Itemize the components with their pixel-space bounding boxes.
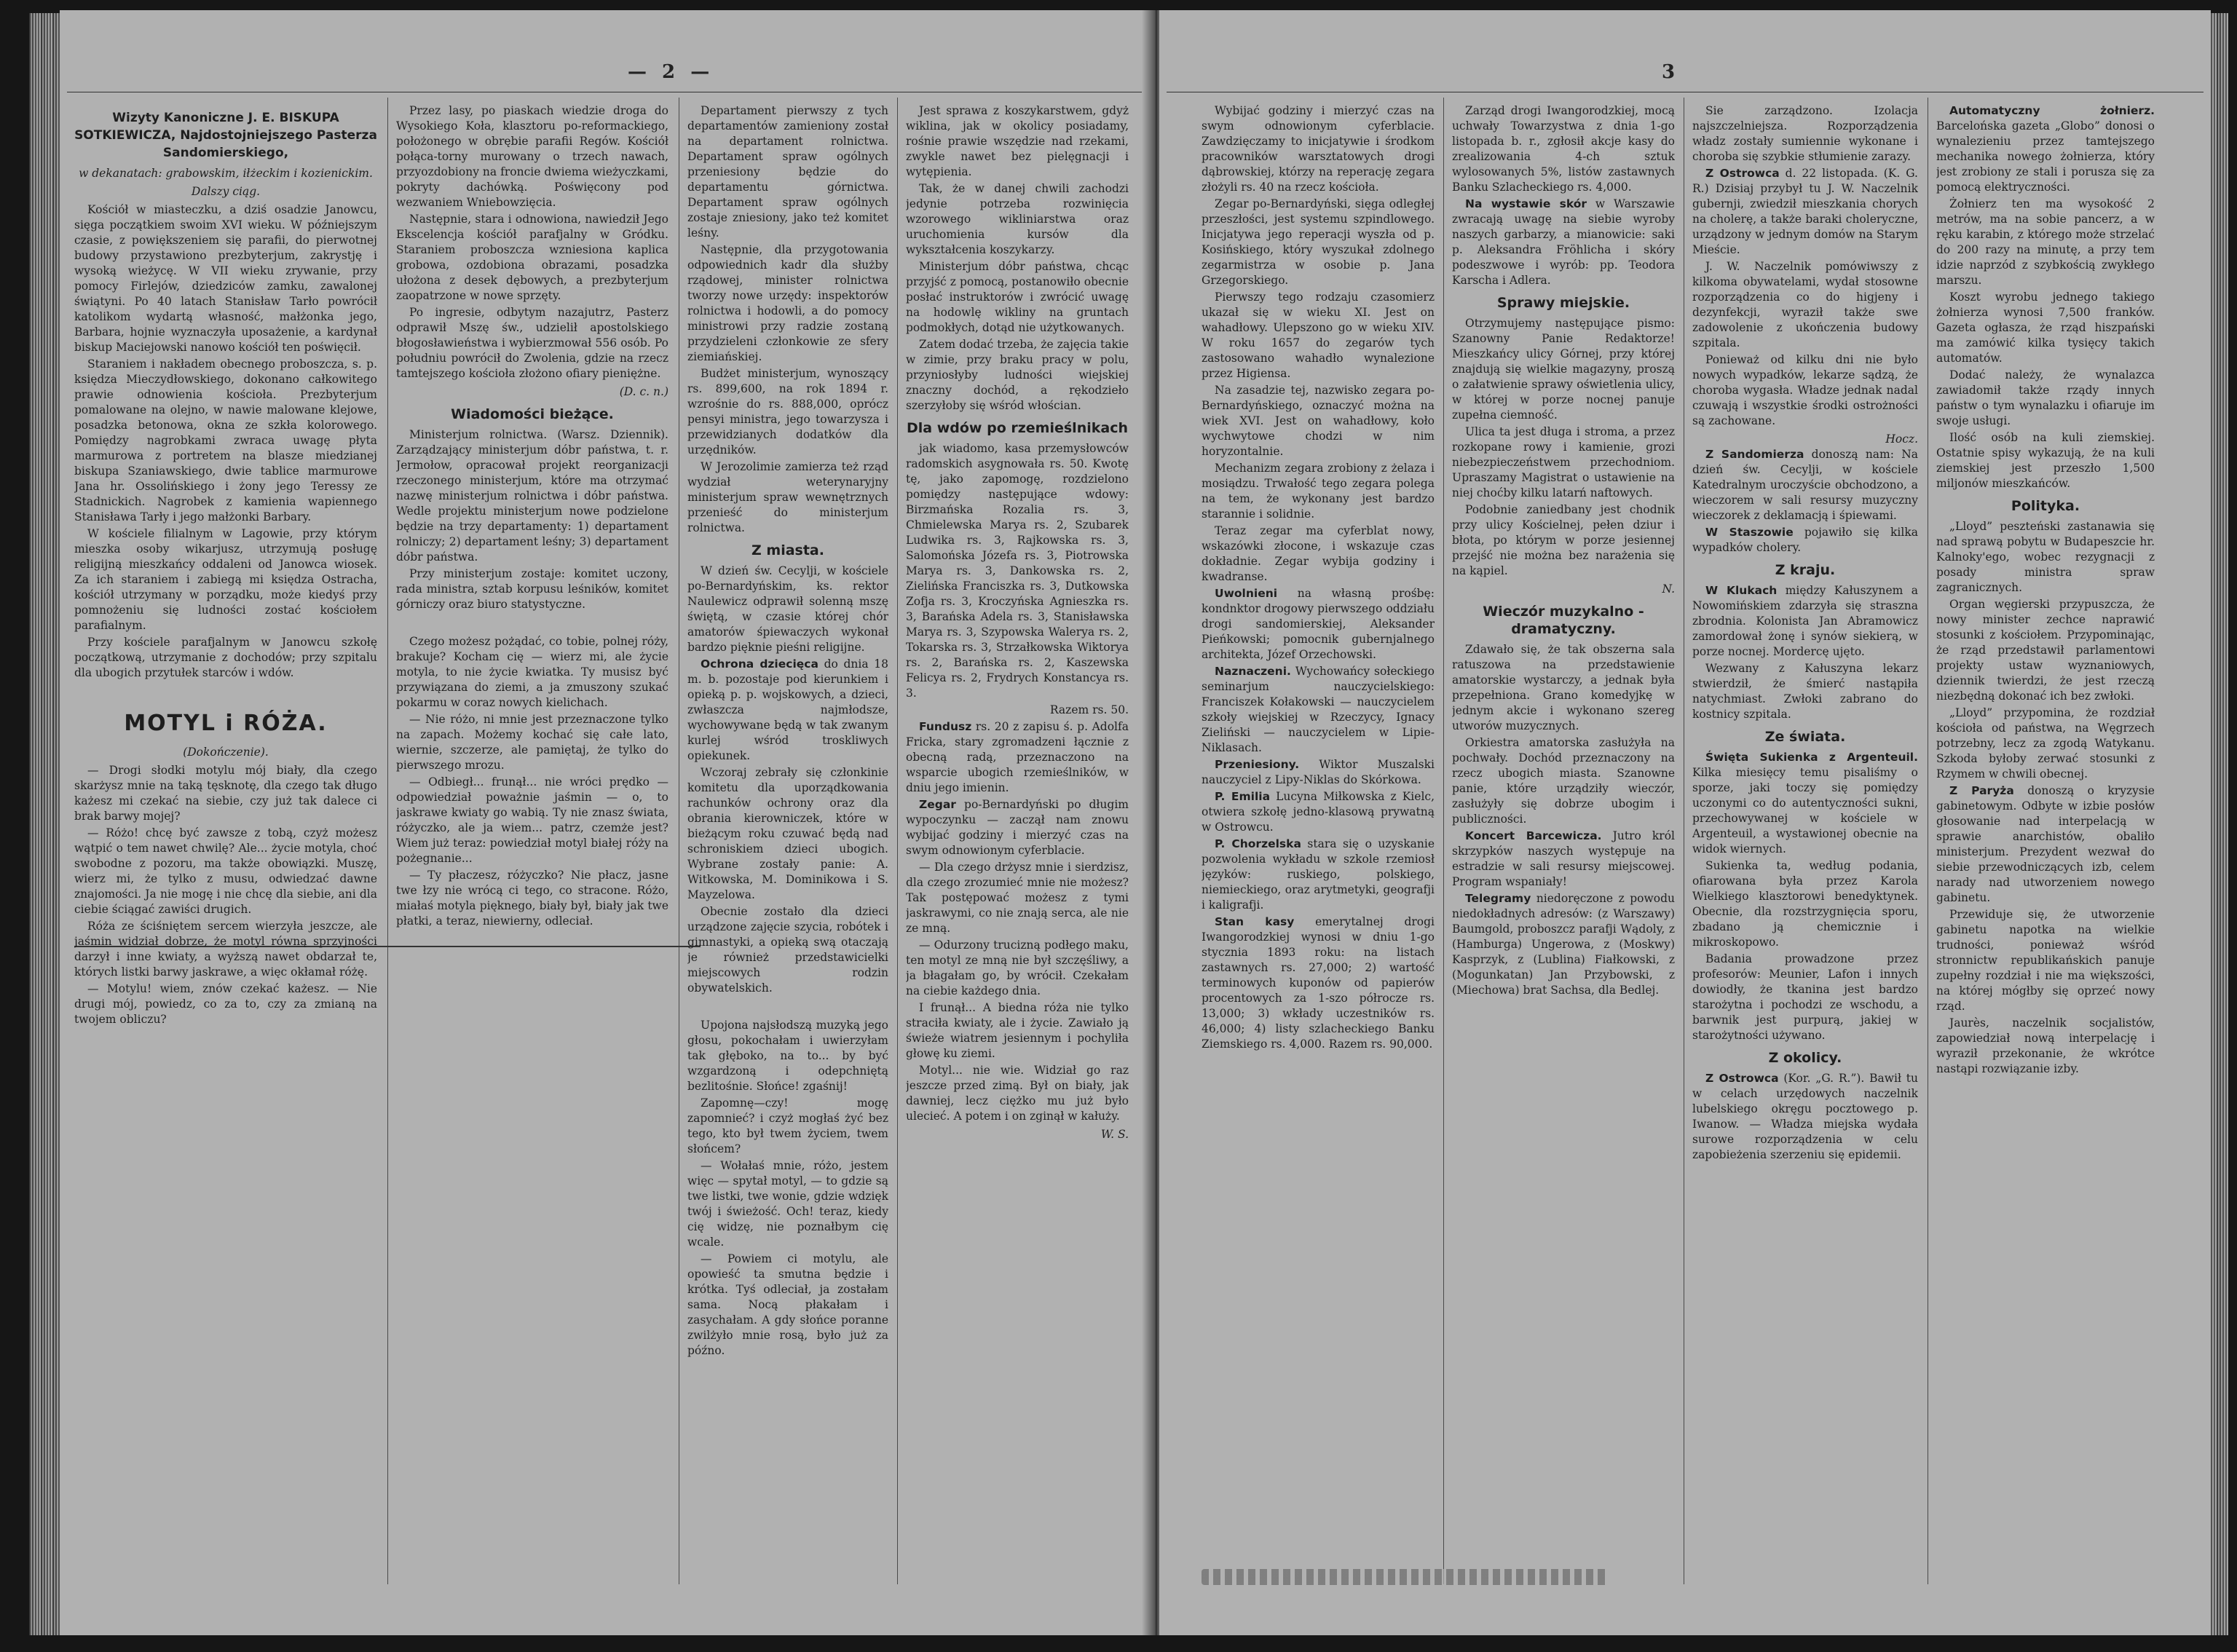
story-title: MOTYL i RÓŻA. xyxy=(124,711,328,736)
paragraph: — Motylu! wiem, znów czekać każesz. — Nie drugi mój, powiedz, co za to, czy za zmianą na twojem obliczu? xyxy=(74,982,377,1026)
run-in-heading: W Staszowie xyxy=(1705,526,1794,539)
paragraph xyxy=(1692,525,1918,556)
page-number: 3 xyxy=(1662,61,1680,83)
run-in-heading: P. Chorzelska xyxy=(1215,837,1301,850)
paragraph: J. W. Naczelnik pomówiwszy z kilkoma obywatelami, wydał stosowne rozporządzenia co do higjeny i dezynfekcji, wyraził także swe zadowolenie z ukończenia budowy szpitala. xyxy=(1692,260,1918,349)
paragraph: W Jerozolimie zamierza też rząd wydział weterynaryjny ministerjum spraw wewnętrznych przenieść do ministerjum rolnictwa. xyxy=(687,460,888,534)
signature: Hocz. xyxy=(1885,432,1918,446)
article-heading: Wizyty Kanoniczne J. E. BISKUPA SOTKIEWICZA, Najdostojniejszego Pasterza Sandomierskiego, xyxy=(74,111,377,160)
paragraph-text: po-Bernardyński po długim wypoczynku — zaczął nam znowu wybijać godziny i mierzyć czas na swym odnowionym cyferblacie. xyxy=(906,798,1129,857)
column-rule xyxy=(387,98,388,1584)
paragraph: Dodać należy, że wynalazca zawiadomił także rządy innych państw o tym wynalazku i ofiaruje im swoje usługi. xyxy=(1936,368,2155,427)
paragraph: — Powiem ci motylu, ale opowieść ta smutna będzie i krótka. Tyś odleciał, ja zostałam sama. Nocą płakałam i zasychałam. A gdy słońce poranne zwilżyło mnie rosą, było już za późno. xyxy=(687,1252,888,1357)
paragraph: Otrzymujemy następujące pismo: Szanowny Panie Redaktorze! Mieszkańcy ulicy Górnej, przy której znajdują się wielkie magazyny, proszą o załatwienie sprawy oświetlenia ulicy, w której w porze nocnej panuje zupełna ciemność. xyxy=(1452,317,1675,422)
paragraph: Przy kościele parafjalnym w Janowcu szkołę początkową, utrzymanie z dochodów; przy szpitalu dla ubogich przytułek starców i wdów. xyxy=(74,636,377,679)
run-in-heading: Uwolnieni xyxy=(1215,587,1278,600)
run-in-heading: Na wystawie skór xyxy=(1465,197,1587,210)
paragraph: „Lloyd” przypomina, że rozdział kościoła od państwa, na Węgrzech potrzebny, lecz za zgodą Watykanu. Szkoda byłoby zerwać stosunki z Rzymem w chwili obecnej. xyxy=(1936,706,2155,780)
paragraph: Wezwany z Kałuszyna lekarz stwierdził, że śmierć nastąpiła natychmiast. Zwłoki zabrano do kostnicy szpitala. xyxy=(1692,662,1918,721)
paragraph: Obecnie zostało dla dzieci urządzone zajęcie szycia, robótek i gimnastyki, a opieką swą otaczają je również przedstawicielki miejscowych rodzin obywatelskich. xyxy=(687,905,888,995)
paragraph: Ministerjum dóbr państwa, chcąc przyjść z pomocą, postanowiło obecnie posłać instruktorów i zwrócić uwagę na hodowlę wikliny na gruntach podmokłych, dotąd nie użytkowanych. xyxy=(906,260,1129,334)
left-page xyxy=(60,10,1152,1635)
paragraph: W dzień św. Cecylji, w kościele po-Bernardyńskim, ks. rektor Naulewicz odprawił solenną mszę świętą, w czasie której chór amatorów śpiewaczych wykonał bardzo pięknie pieśni religijne. xyxy=(687,564,888,654)
paragraph: — Dla czego drżysz mnie i sierdzisz, dla czego zrozumieć mnie nie możesz? Tak postępować możesz z tymi jaskrawymi, co nie znają serca, ale nie ze mną. xyxy=(906,861,1129,935)
paragraph: Mechanizm zegara zrobiony z żelaza i mosiądzu. Trwałość tego zegara polega na tem, że wykonany jest bardzo starannie i solidnie. xyxy=(1202,462,1435,521)
continued-note: Dalszy ciąg. xyxy=(191,185,261,198)
paragraph: W kościele filialnym w Lagowie, przy którym mieszka osoby wikarjusz, utrzymują posługę religijną mieszkańcy oddaleni od Janowca wiosek. Za ich staraniem i zabiegą mi księdza Ostracha, kościół utrzymany w porządku, może kiedyś przy pomnożeniu się ludności zostać kościołem parafialnym. xyxy=(74,527,377,632)
article-column xyxy=(1936,103,2155,1592)
paragraph-text: donoszą nam: Na dzień św. Cecylji, w kościele Katedralnym uroczyście obchodzono, a wieczorem w sali resursy muzyczny wieczorek z deklamacją i śpiewami. xyxy=(1692,448,1918,522)
paragraph: Zarząd drogi Iwangorodzkiej, mocą uchwały Towarzystwa z dnia 1-go listopada b. r., zgłosił akcje kasy do zrealizowania 4-ch sztuk wylosowanych 5%, listów zastawnych Banku Szlacheckiego rs. 4,000. xyxy=(1452,104,1675,194)
paragraph: — Różo! chcę być zawsze z tobą, czyż możesz wątpić o tem nawet chwilę? Ale... życie motyla, choć swobodne z pozoru, ma także obowiązki. Muszę, wierz mi, że tylko z musu, odwiedzać dawne znajomości. Ja nie mogę i nie chcę dla siebie, ani dla ciebie ściągać zawiści drugich. xyxy=(74,826,377,916)
paragraph: „Lloyd” peszteński zastanawia się nad sprawą pobytu w Budapeszcie hr. Kalnoky'ego, wobec rezygnacji z posady ministra spraw zagranicznych. xyxy=(1936,520,2155,594)
section-heading: Wieczór muzykalno - dramatyczny. xyxy=(1483,604,1644,637)
paragraph: Organ węgierski przypuszcza, że nowy minister zechce naprawić stosunki z kościołem. Przypominając, że rząd przedstawił parlamentowi projekty ustaw wyznaniowych, dziennik twierdzi, że jest rzeczą niezbędną dokonać ich bez zwłoki. xyxy=(1936,598,2155,703)
section-heading: Dla wdów po rzemieślnikach xyxy=(907,420,1128,436)
paragraph-text: emerytalnej drogi Iwangorodzkiej wynosi w dniu 1-go stycznia 1893 roku: na listach zastawnych rs. 27,000; 2) wartość terminowych kuponów od papierów procentowych za 1-szo półrocze rs. 13,000; 3) wkłady uczestników rs. 46,000; 4) listy szlacheckiego Banku Ziemskiego rs. 4,000. Razem rs. 90,000. xyxy=(1202,915,1435,1051)
run-in-heading: Fundusz xyxy=(919,720,972,733)
paragraph-text: Barcelońska gazeta „Globo” donosi o wynalezieniu przez tamtejszego mechanika nowego żołnierza, który jest zrobiony ze stali i porusza się za pomocą elektryczności. xyxy=(1936,119,2155,194)
paragraph: Ulica ta jest długa i stroma, a przez rozkopane rowy i kamienie, grozi niebezpieczeństwem przechodniom. Upraszamy Magistrat o ustawienie na niej choćby kilku latarń naftowych. xyxy=(1452,425,1675,499)
run-in-heading: Z Ostrowca xyxy=(1705,167,1780,180)
paragraph xyxy=(1202,789,1435,835)
paragraph xyxy=(687,657,888,764)
paragraph xyxy=(1692,447,1918,523)
paragraph: Róża ze ściśniętem sercem wierzyła jeszcze, ale jaśmin widział dobrze, że motyl równą sprzyjności darzył i inne kwiaty, a wyższą nawet obdarzał te, których listki barwy jaskrawe, a więc okłamał różę. xyxy=(74,920,377,979)
story-subtitle: (Dokończenie). xyxy=(183,746,269,759)
run-in-heading: W Klukach xyxy=(1705,584,1778,597)
paragraph: Zegar po-Bernardyński, sięga odległej przeszłości, jest systemu szpindlowego. Inicjatywa jego reperacji wyszła od p. Kosińskiego, który wyszukał zdolnego zegarmistrza w osobie p. Jana Grzegorskiego. xyxy=(1202,197,1435,287)
column-rule xyxy=(1443,98,1444,1584)
paragraph: Przewiduje się, że utworzenie gabinetu napotka na wielkie trudności, ponieważ wśród stronnictw republikańskich panuje zupełny rozdział i nie ma większości, na której mógłby się oprzeć nowy rząd. xyxy=(1936,908,2155,1013)
paragraph: Zapomnę—czy! mogę zapomnieć? i czyż mogłaś żyć bez tego, kto był twem życiem, twem słońcem? xyxy=(687,1096,888,1155)
paragraph-text: na własną prośbę: kondnktor drogowy pierwszego oddziału drogi sandomierskiej, Aleksander Pieńkowski; pomocnik gubernjalnego architekta, Józef Orzechowski. xyxy=(1202,587,1435,661)
article-column xyxy=(687,103,888,1592)
paragraph-text: w Warszawie zwracają uwagę na siebie wyroby naszych garbarzy, a mianowicie: saki p. Aleksandra Fröhlicha i skóry podeszwowe i wyrób: pp. Teodora Karscha i Adlera. xyxy=(1452,197,1675,287)
page-number: — 2 — xyxy=(628,61,714,83)
paragraph: Jest sprawa z koszykarstwem, gdyż wiklina, jak w okolicy posiadamy, rośnie prawie wszędzie nad rzekami, zwykle nawet bez pielęgnacji i wytępienia. xyxy=(906,104,1129,178)
run-in-heading: Automatyczny żołnierz. xyxy=(1949,104,2155,117)
paragraph: Ilość osób na kuli ziemskiej. Ostatnie spisy wykazują, że na kuli ziemskiej jest przeszło 1,500 miljonów mieszkańców. xyxy=(1936,431,2155,490)
paragraph: Podobnie zaniedbany jest chodnik przy ulicy Kościelnej, pełen dziur i błota, po którym w porze jesiennej przejść nie można bez narażenia się na kąpiel. xyxy=(1452,503,1675,577)
run-in-heading: Ochrona dziecięca xyxy=(701,657,818,671)
paragraph: Żołnierz ten ma wysokość 2 metrów, ma na sobie pancerz, a w ręku karabin, z którego może strzelać do 200 razy na minutę, a przy tem idzie naprzód z szybkością zwykłego marszu. xyxy=(1936,197,2155,287)
section-heading: Sprawy miejskie. xyxy=(1496,295,1630,311)
section-heading: Z okolicy. xyxy=(1768,1050,1842,1066)
paragraph-text: rs. 20 z zapisu ś. p. Adolfa Fricka, stary zgromadzeni łącznie z obecną radą, przeznaczono na wsparcie ubogich rzemieślników, w dniu jego imienin. xyxy=(906,720,1129,794)
paragraph: Na zasadzie tej, nazwisko zegara po-Bernardyńskiego, oznaczyć można na wiek XVI. Jest on wahadłowy, koło wychwytowe chodzi w nim horyzontalnie. xyxy=(1202,384,1435,458)
signature: W. S. xyxy=(1100,1128,1129,1141)
paragraph xyxy=(1202,586,1435,663)
left-page-stack xyxy=(29,13,64,1635)
paragraph: Przy ministerjum zostaje: komitet uczony, rada ministra, sztab korpusu leśników, komitet górniczy oraz biuro statystyczne. xyxy=(396,567,668,611)
paragraph: Orkiestra amatorska zasłużyła na pochwały. Dochód przeznaczony na rzecz ubogich miasta. Szanowne panie, które urządziły wieczór, zasłużyły się dobrze ubogim i publiczności. xyxy=(1452,736,1675,826)
article-column xyxy=(906,103,1129,1592)
paragraph: Jaurès, naczelnik socjalistów, zapowiedział nową interpelację i wyraził przekonanie, że wkrótce nastąpi rozwiązanie izby. xyxy=(1936,1016,2155,1075)
paragraph-text: Wychowańcy sołeckiego seminarjum nauczycielskiego: Franciszek Kołakowski — nauczycielem szkoły wiejskiej w Rzeczycy, Ignacy Zieliński — nauczycielem w Lipie-Niklasach. xyxy=(1202,665,1435,754)
paragraph: — Drogi słodki motylu mój biały, dla czego skarżysz mnie na taką tęsknotę, dla czego tak długo każesz mi czekać na siebie, czy już tak dalece ci brak barwy mojej? xyxy=(74,764,377,823)
paragraph xyxy=(1202,664,1435,756)
run-in-heading: Z Sandomierza xyxy=(1705,448,1804,461)
paragraph-text: d. 22 listopada. (K. G. R.) Dzisiaj przybył tu J. W. Naczelnik gubernji, zwiedził mieszkania chorych na cholerę, a także baraki choleryczne, urządzony w jednym domów na Starym Mieście. xyxy=(1692,167,1918,256)
paragraph xyxy=(1936,103,2155,195)
section-heading: Ze świata. xyxy=(1764,729,1846,745)
paragraph: Czego możesz pożądać, co tobie, polnej róży, brakuje? Kocham cię — wierz mi, ale życie motyla, to nie życie kwiatka. Ty musisz być przywiązana do ziemi, a ja zmuszony szukać pokarmu w coraz nowych kielichach. xyxy=(396,635,668,709)
paragraph: Upojona najsłodszą muzyką jego głosu, pokochałam i uwierzyłam tak głęboko, na to... by być wzgardzoną i odepchniętą bezlitośnie. Słońce! zgaśnij! xyxy=(687,1019,888,1093)
paragraph: — Ty płaczesz, różyczko? Nie płacz, jasne twe łzy nie wrócą ci tego, co stracone. Różo, miałaś motyla pięknego, biały był, biały jak twe płatki, a teraz, niewierny, odleciał. xyxy=(396,869,668,928)
paragraph: — Odurzony trucizną podłego maku, ten motyl ze mną nie był szczęśliwy, a ja błagałam go, by wrócił. Czekałam na ciebie każdego dnia. xyxy=(906,938,1129,997)
paragraph xyxy=(1202,914,1435,1052)
paragraph-text: Kilka miesięcy temu pisaliśmy o sporze, jaki toczy się pomiędzy uczonymi co do autentyczności sukni, przechowywanej w kościele w Argenteuil, a wystawionej obecnie na widok wiernych. xyxy=(1692,766,1918,855)
run-in-heading: Telegramy xyxy=(1465,892,1531,905)
paragraph: Przez lasy, po piaskach wiedzie droga do Wysokiego Koła, klasztoru po-reformackiego, położonego w obrębie parafii Regów. Kościół połąca-torny murowany o trzech nawach, przyozdobiony na froncie dwiema wieżyczkami, pokryty dachówką. Poświęcony pod wezwaniem Wniebowzięcia. xyxy=(396,104,668,209)
paragraph: — Odbiegł... frunął... nie wróci prędko — odpowiedział poważnie jaśmin — o, to jaskrawe kwiaty go wabią. Ty nie znasz świata, różyczko, ale ja wiem... patrz, czemże jest? Wiem już teraz: powiedział motyl białej róży na pożegnanie... xyxy=(396,775,668,865)
paragraph xyxy=(1692,1071,1918,1163)
paragraph: Sie zarządzono. Izolacja najszczelniejsza. Rozporządzenia władz zostały sumiennie wykonane i choroba się szybkie stłumienie zarazy. xyxy=(1692,104,1918,163)
paragraph: Wybijać godziny i mierzyć czas na swym odnowionym cyferblacie. Zawdzięczamy to inicjatywie i środkom pracowników warsztatowych drogi dąbrowskiej, którzy na reperację zegara złożyli rs. 40 na rzecz kościoła. xyxy=(1202,104,1435,194)
paragraph xyxy=(906,719,1129,796)
paragraph: jak wiadomo, kasa przemysłowców radomskich asygnowała rs. 50. Kwotę tę, jako zapomogę, rozdzielono pomiędzy następujące wdowy: Birzmańska Rozalia rs. 3, Chmielewska Marya rs. 2, Szubarek Ludwika rs. 3, Rajkowska rs. 3, Salomońska Józefa rs. 3, Piotrowska Marya rs. 3, Dankowska rs. 2, Zielińska Franciszka rs. 3, Dutkowska Zofja rs. 3, Kroczyńska Agnieszka rs. 3, Barańska Adela rs. 3, Stanisławska Marya rs. 3, Szypowska Walerya rs. 2, Tokarska rs. 3, Strzałkowska Wiktorya rs. 2, Barańska rs. 2, Kaszewska Felicya rs. 2, Frydrych Konstancya rs. 3. xyxy=(906,442,1129,700)
paragraph-text: do dnia 18 m. b. pozostaje pod kierunkiem i opieką p. p. wojskowych, a dzieci, zwłaszcza najmłodsze, wychowywane będą w tak zwanym kurlej wśród troskliwych opiekunek. xyxy=(687,657,888,762)
paragraph: Po ingresie, odbytym nazajutrz, Pasterz odprawił Mszę św., udzielił apostolskiego błogosławieństwa i wybierzmował 556 osób. Po południu powrócił do Zwolenia, gdzie na rzecz tamtejszego kościoła złożono ofiary pieniężne. xyxy=(396,306,668,380)
paragraph: Departament pierwszy z tych departamentów zamieniony został na departament rolnictwa. Departament spraw ogólnych przeniesiony będzie do departamentu górnictwa. Departament spraw ogólnych zostaje zniesiony, jako też komitet leśny. xyxy=(687,104,888,240)
article-column xyxy=(1202,103,1435,1592)
article-subheading: w dekanatach: grabowskim, iłżeckim i kozienickim. xyxy=(79,167,373,180)
paragraph xyxy=(1692,750,1918,857)
paragraph-text: Wiktor Muszalski nauczyciel z Lipy-Niklas do Skórkowa. xyxy=(1202,758,1435,786)
paragraph-text: niedoręczone z powodu niedokładnych adresów: (z Warszawy) Baumgold, proboszcz parafji Wądoly, z (Hamburga) Ungerowa, z (Moskwy) Kasprzyk, z (Lublina) Fiałkowski, z (Mogunkatan) Jan Przybowski, z (Miechowa) brat Sachsa, dla Bedlej. xyxy=(1452,892,1675,997)
paragraph xyxy=(1452,829,1675,890)
paragraph-text: Jutro król skrzypków naszych występuje na estradzie w sali resursy miejscowej. Program wspaniały! xyxy=(1452,829,1675,888)
paragraph xyxy=(1692,166,1918,258)
paragraph: I frunął... A biedna róża nie tylko straciła kwiaty, ale i życie. Zawiało ją świeże wiatrem jesiennym i pochyliła głowę ku ziemi. xyxy=(906,1001,1129,1060)
run-in-heading: Koncert Barcewicza. xyxy=(1465,829,1602,842)
paragraph: Tak, że w danej chwili zachodzi jedynie potrzeba rozwinięcia wzorowego wikliniarstwa oraz uruchomienia kursów dla wykształcenia koszykarzy. xyxy=(906,182,1129,256)
article-column xyxy=(1452,103,1675,1592)
paragraph: Ministerjum rolnictwa. (Warsz. Dziennik). Zarządzający ministerjum dóbr państwa, t. r. Jermołow, opracował projekt reorganizacji rzeczonego ministerjum, które ma otrzymać nazwę ministerjum rolnictwa i dóbr państwa. Wedle projektu ministerjum nowe podzielone będzie na trzy departamenty: 1) departament rolniczy; 2) departament leśny; 3) departament dóbr państwa. xyxy=(396,428,668,564)
article-column xyxy=(396,103,668,1592)
signature: N. xyxy=(1662,582,1675,596)
column-rule xyxy=(897,98,898,1584)
paragraph: Koszt wyrobu jednego takiego żołnierza wynosi 7,500 franków. Gazeta ogłasza, że rząd hiszpański ma zamówić kilka tysięcy takich automatów. xyxy=(1936,291,2155,365)
paragraph: Sukienka ta, według podania, ofiarowana była przez Karola Wielkiego klasztorowi benedyktynek. Obecnie, dla rozstrzygnięcia sporu, zbadano ją chemicznie i mikroskopowo. xyxy=(1692,859,1918,949)
paragraph: Badania prowadzone przez profesorów: Meunier, Lafon i innych dowiodły, że tkanina jest bardzo starożytna i pochodzi ze wschodu, a barwnik jest purpurą, jakiej w starożytności używano. xyxy=(1692,952,1918,1042)
paragraph: Kościół w miasteczku, a dziś osadzie Janowcu, sięga początkiem swoim XVI wieku. W późniejszym czasie, z powiększeniem się parafii, do pierwotnej budowy przystawiono prezbyterjum, zakrystję i wysoką wieżycę. W VII wieku zrywanie, przy pomocy Firlejów, dziedziców zamku, zawalonej świątyni. Po 40 latach Stanisław Tarło powrócił katolikom wydartą własność, małżonka jego, Barbara, hojnie wyznaczyła uposażenie, a kardynał biskup Maciejowski nanowo kościół ten poświęcił. xyxy=(74,203,377,354)
paragraph xyxy=(1202,757,1435,788)
paragraph: Wczoraj zebrały się członkinie komitetu dla uporządkowania rachunków ochrony oraz dla obrania kierowniczek, które w bieżącym roku czuwać będą nad schroniskiem dzieci ubogich. Wybrane zostały panie: A. Witkowska, M. Dominikowa i S. Mayzelowa. xyxy=(687,766,888,901)
paragraph: — Nie różo, ni mnie jest przeznaczone tylko na zapach. Możemy kochać się całe lato, wiernie, szczerze, ale pamiętaj, że tylko do pierwszego mrozu. xyxy=(396,713,668,772)
section-heading: Z kraju. xyxy=(1775,562,1836,578)
signature: (D. c. n.) xyxy=(619,385,668,398)
run-in-heading: Stan kasy xyxy=(1215,915,1295,928)
paragraph xyxy=(906,797,1129,858)
paragraph xyxy=(1692,583,1918,660)
article-column xyxy=(74,103,377,1592)
run-in-heading: Zegar xyxy=(919,798,956,811)
run-in-heading: P. Emilia xyxy=(1215,790,1271,803)
paragraph: Ponieważ od kilku dni nie było nowych wypadków, lekarze sądzą, że choroba wygasła. Władze jednak nadal czuwają i wszystkie środki ostrożności są zachowane. xyxy=(1692,353,1918,427)
paragraph-text: pojawiło się kilka wypadków cholery. xyxy=(1692,526,1918,554)
right-page xyxy=(1159,10,2211,1635)
paragraph xyxy=(1452,197,1675,288)
total-line: Razem rs. 50. xyxy=(1049,703,1129,716)
section-heading: Wiadomości bieżące. xyxy=(451,406,614,422)
paragraph: Pierwszy tego rodzaju czasomierz ukazał się w wieku XI. Jest on wahadłowy. Ulepszono go w wieku XIV. W roku 1657 do zegarów tych zastosowano wahadło wynalezione przez Higiensa. xyxy=(1202,291,1435,380)
article-column xyxy=(1692,103,1918,1592)
run-in-heading: Przeniesiony. xyxy=(1215,758,1300,771)
paragraph: Staraniem i nakładem obecnego proboszcza, s. p. księdza Mieczydłowskiego, dokonano całkowitego prawie odnowienia kościoła. Prezbyterjum pomalowane na olejno, w nawie malowane klejowe, posadzka betonowa, okna ze szkła kolorowego. Pomiędzy nagrobkami zwraca uwagę płyta marmurowa z portretem na blasze miedzianej biskupa Szaniawskiego, dwie tablice marmurowe Jana hr. Ossolińskiego i żony jego Teressy ze Stadnickich. Nagrobek z kamienia wapiennego Stanisława Tarły i jego małżonki Barbary. xyxy=(74,357,377,523)
paragraph: Następnie, dla przygotowania odpowiednich kadr dla służby rządowej, minister rolnictwa tworzy nowe urzędy: inspektorów rolnictwa i hodowli, a do pomocy ministrowi przy radzie zostaną przydzieleni członkowie ze sfery ziemiańskiej. xyxy=(687,243,888,363)
paragraph: Budżet ministerjum, wynoszący rs. 899,600, na rok 1894 r. wzrośnie do rs. 888,000, oprócz pensyi ministra, jego towarzysza i przewidzianych dodatków dla urzędników. xyxy=(687,367,888,457)
paragraph-text: (Kor. „G. R.”). Bawił tu w celach urzędowych naczelnik lubelskiego okręgu pocztowego p. Iwanow. — Władza miejska wydała surowe rozporządzenia w celu zapobieżenia szerzeniu się epidemii. xyxy=(1692,1072,1918,1161)
paragraph: Zdawało się, że tak obszerna sala ratuszowa na przedstawienie amatorskie wystarczy, a jednak była przepełniona. Grano komedyjkę w jednym akcie i wykonano szereg utworów muzycznych. xyxy=(1452,643,1675,732)
paragraph xyxy=(1202,837,1435,913)
decorative-border xyxy=(1202,1569,1609,1585)
section-heading: Z miasta. xyxy=(751,542,824,558)
section-heading: Polityka. xyxy=(2011,498,2080,514)
paragraph: Zatem dodać trzeba, że zajęcia takie w zimie, przy braku pracy w polu, przyniosłyby ludności wiejskiej znaczny dochód, a rękodzieło szerzyłoby się wśród włościan. xyxy=(906,338,1129,412)
run-in-heading: Z Paryża xyxy=(1949,784,2014,797)
paragraph xyxy=(1936,783,2155,906)
paragraph: Następnie, stara i odnowiona, nawiedził Jego Ekscelencja kościół parafjalny w Gródku. Staraniem proboszcza wzniesiona kaplica grobowa, ozdobiona obrazami, posadzka ułożona z desek dębowych, a prezbyterjum zaopatrzone w nowe sprzęty. xyxy=(396,213,668,302)
paragraph: Motyl... nie wie. Widział go raz jeszcze przed zimą. Był on biały, jak dawniej, lecz ciężko mu już było ulecieć. A potem i on zginął w kałuży. xyxy=(906,1064,1129,1123)
paragraph-text: Lucyna Miłkowska z Kielc, otwiera szkołę jedno-klasową prywatną w Ostrowcu. xyxy=(1202,790,1435,834)
paragraph: Teraz zegar ma cyferblat nowy, wskazówki złocone, i wskazuje czas dokładnie. Zegar wybija godziny i kwadranse. xyxy=(1202,524,1435,583)
paragraph: — Wołałaś mnie, różo, jestem więc — spytał motyl, — to gdzie są twe listki, twe wonie, gdzie wdzięk twój i świeżość. Och! teraz, kiedy cię widzę, nie poznałbym cię wcale. xyxy=(687,1159,888,1249)
paragraph-text: donoszą o kryzysie gabinetowym. Odbyte w izbie posłów głosowanie nad interpelacją w sprawie anarchistów, obaliło ministerjum. Prezydent wezwał do siebie przewodniczących izb, celem narady nad utworzeniem nowego gabinetu. xyxy=(1936,784,2155,904)
run-in-heading: Święta Sukienka z Argenteuil. xyxy=(1705,751,1918,764)
run-in-heading: Naznaczeni. xyxy=(1215,665,1291,678)
paragraph xyxy=(1452,891,1675,998)
paragraph-text: między Kałuszynem a Nowomińskiem zdarzyła się straszna zbrodnia. Kolonista Jan Abramowicz zamordował żonę i synów siekierą, w porze nocnej. Mordercę ujęto. xyxy=(1692,584,1918,658)
paragraph-text: stara się o uzyskanie pozwolenia wykładu w szkole rzemiosł języków: ruskiego, polskiego, niemieckiego, oraz arytmetyki, geografji i kaligrafji. xyxy=(1202,837,1435,912)
run-in-heading: Z Ostrowca xyxy=(1705,1072,1779,1085)
